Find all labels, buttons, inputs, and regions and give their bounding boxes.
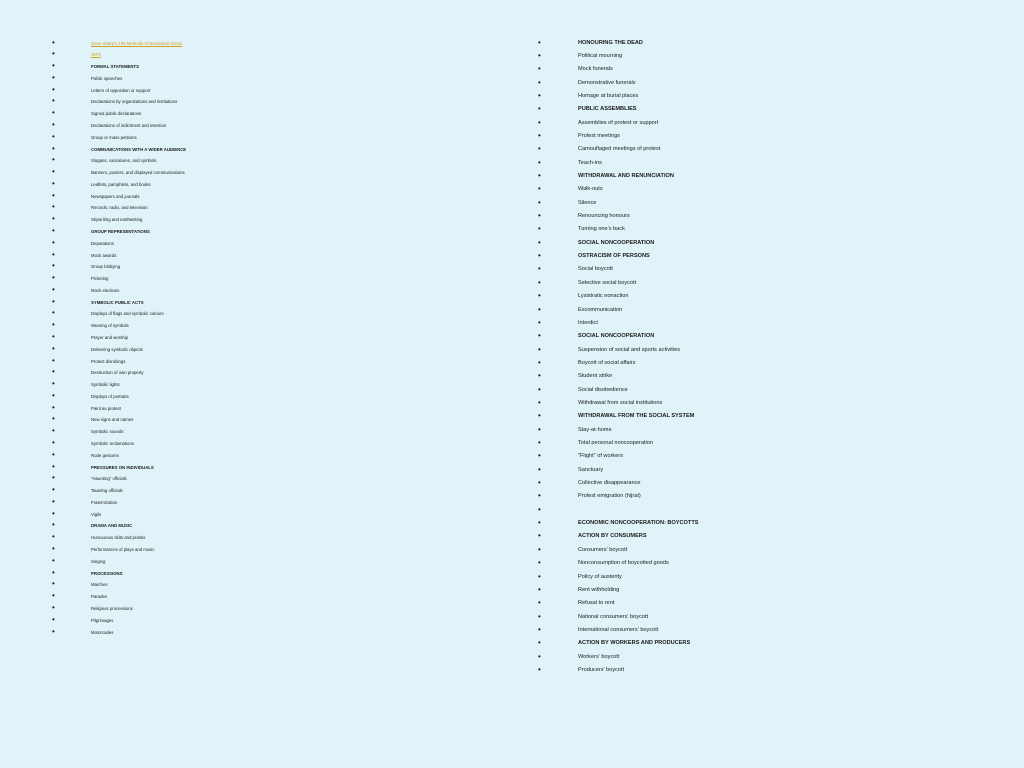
bullet-icon: • [538,504,541,514]
bullet-icon: • [52,143,55,153]
bullet-icon: • [52,332,55,341]
list-item-text: Protest disrobings [91,358,126,364]
list-item-text: Assemblies of protest or support [578,119,659,126]
bullet-icon: • [52,414,55,424]
list-item-text: Workers' boycott [578,653,620,660]
bullet-icon: • [52,84,55,94]
bullet-icon: • [538,491,541,501]
list-item-text: Policy of austerity [578,573,622,580]
bullet-icon: • [538,611,541,621]
list-item-text: Social disobedience [578,386,628,393]
bullet-icon: • [538,117,541,127]
bullet-icon: • [538,317,541,327]
list-item-text: Mock funerals [578,66,613,73]
list-item-text: Wearing of symbols [91,323,129,329]
bullet-icon: • [52,579,55,589]
list-item-text: "Haunting" officials [91,476,127,482]
list-item-text: Destruction of own property [91,370,144,376]
bullet-icon: • [52,508,55,518]
bullet-icon: • [538,237,541,247]
bullet-icon: • [52,461,55,471]
list-item-text: Mock awards [91,252,117,258]
list-item-text: PRESSURES ON INDIVIDUALS [91,464,154,470]
list-item-text: Consumers' boycott [578,546,628,553]
list-item-text: Marches [91,582,108,588]
list-item-text: Interdict [578,319,598,326]
list-item-text: Displays of portraits [91,393,129,399]
list-item-text: Silence [578,199,597,206]
bullet-icon: • [538,331,541,341]
bullet-icon: • [52,426,55,436]
list-item-text: Walk-outs [578,186,603,193]
bullet-icon: • [538,438,541,447]
bullet-icon: • [538,624,541,634]
bullet-icon: • [52,555,55,565]
bullet-icon: • [538,531,541,541]
bullet-icon: • [538,411,541,421]
list-item-text: Political mourning [578,52,623,59]
bullet-icon: • [538,598,541,608]
bullet-icon: • [52,520,55,530]
list-item-text: Protest emigration (hijrat) [578,493,641,500]
list-item-text: OSTRACISM OF PERSONS [578,253,650,260]
list-item-text: Symbolic sounds [91,429,124,435]
bullet-icon: • [52,178,55,188]
list-item-text: Demonstrative funerals [578,79,636,86]
bullet-icon: • [52,532,55,542]
list-item-text: Protest meetings [578,132,620,139]
list-item-text: Turning one's back [578,226,625,233]
list-item-text: Public speeches [91,75,123,81]
list-item-text: ACTION BY WORKERS AND PRODUCERS [578,640,691,647]
list-item-text: PROCESSIONS [91,570,123,576]
list-item-text: Performances of plays and music [91,547,155,553]
list-item-text: Student strike [578,373,613,380]
bullet-icon: • [52,296,55,306]
list-item-text: Picketing [91,276,109,282]
bullet-icon: • [538,90,541,100]
bullet-icon: • [52,320,55,330]
bullet-icon: • [52,202,55,212]
list-item-text: Excommunication [578,306,623,313]
list-item-text: Vigils [91,511,102,517]
list-item-text: Fraternization [91,499,118,505]
list-item-text: Boycott of social affairs [578,359,636,366]
list-item-text: Nonconsumption of boycotted goods [578,560,669,567]
bullet-icon: • [52,379,55,389]
bullet-icon: • [52,390,55,400]
bullet-icon: • [52,544,55,554]
list-item-text: SOCIAL NONCOOPERATION [578,239,655,246]
list-item-text: Collective disappearance [578,480,641,487]
bullet-icon: • [52,614,55,624]
list-item-text: Group lobbying [91,264,121,270]
list-item-text: PUBLIC ASSEMBLIES [578,106,637,113]
bullet-icon: • [538,464,541,474]
list-item-text: Parades [91,594,108,600]
list-item-text: HONOURING THE DEAD [578,39,643,46]
bullet-icon: • [52,61,55,71]
bullet-icon: • [52,473,55,483]
bullet-icon: • [538,77,541,87]
list-item-text: Letters of opposition or support [91,87,151,93]
list-item-text: Withdrawal from social institutions [578,399,663,406]
list-item-text: GROUP REPRESENTATIONS [91,228,150,234]
bullet-icon: • [52,167,55,177]
list-item-text: ECONOMIC NONCOOPERATION: BOYCOTTS [578,520,699,527]
bullet-icon: • [52,225,55,235]
list-item-text: Homage at burial places [578,92,639,99]
list-item-text[interactable]: 1973 [91,52,101,58]
bullet-icon: • [538,130,541,140]
list-item-text: Paint as protest [91,405,121,411]
bullet-icon: • [538,277,541,287]
bullet-icon: • [538,50,541,60]
bullet-icon: • [52,131,55,141]
list-item-text: Refusal to rent [578,600,615,607]
bullet-icon: • [52,96,55,106]
bullet-icon: • [52,237,55,247]
bullet-icon: • [52,72,55,82]
bullet-icon: • [538,384,541,394]
bullet-icon: • [52,567,55,577]
list-item-text: Symbolic reclamations [91,441,134,447]
bullet-icon: • [52,108,55,118]
list-item-text: Humourous skits and pranks [91,535,146,541]
bullet-icon: • [52,496,55,506]
bullet-icon: • [538,64,541,74]
list-item-text: Deputations [91,240,114,246]
bullet-icon: • [538,264,541,274]
list-item-text: Skywriting and earthwriting [91,217,143,223]
bullet-icon: • [52,284,55,294]
list-item-text: SYMBOLIC PUBLIC ACTS [91,299,144,305]
list-item-text: Camouflaged meetings of protest [578,146,661,153]
bullet-icon: • [52,449,55,459]
list-item-text: Rude gestures [91,452,119,458]
bullet-icon: • [52,438,55,448]
list-item-text: Banners, posters, and displayed communications [91,170,185,176]
bullet-icon: • [52,273,55,283]
list-item-text: Lysistratic nonaction [578,293,629,300]
list-item-text: Group or mass petitions [91,134,137,140]
list-item-text: Displays of flags and symbolic colours [91,311,164,317]
list-item-text: Declarations by organizations and institutions [91,99,178,105]
list-item-text: WITHDRAWAL AND RENUNCIATION [578,173,674,179]
list-item-text: Rent withholding [578,586,620,593]
list-item-text: Renouncing honours [578,213,630,220]
bullet-icon: • [538,291,541,301]
list-item-text: National consumers' boycott [578,613,649,620]
bullet-icon: • [52,367,55,377]
bullet-icon: • [538,584,541,594]
bullet-icon: • [538,184,541,194]
bullet-icon: • [538,544,541,554]
bullet-icon: • [538,518,541,528]
list-item-text: Social boycott [578,266,613,273]
bullet-icon: • [538,251,541,261]
bullet-icon: • [52,261,55,271]
bullet-icon: • [52,591,55,601]
bullet-icon: • [52,308,55,318]
bullet-icon: • [538,104,541,114]
bullet-icon: • [52,49,55,59]
list-item-text: Singing [91,558,106,564]
bullet-icon: • [538,571,541,581]
list-item-text: Suspension of social and sports activities [578,346,680,353]
list-item-text: Religious processions [91,605,133,611]
bullet-icon: • [52,485,55,495]
bullet-icon: • [538,478,541,488]
list-item-text: Prayer and worship [91,335,129,340]
bullet-icon: • [538,651,541,661]
bullet-icon: • [538,211,541,221]
list-item-text: Sanctuary [578,466,604,473]
list-item-text: FORMAL STATEMENTS [91,64,139,70]
bullet-icon: • [52,402,55,412]
bullet-icon: • [52,119,55,129]
list-item-text: Selective social boycott [578,279,637,286]
list-item-text: New signs and names [91,417,134,423]
list-item-text: SOCIAL NONCOOPERATION [578,333,655,340]
bullet-icon: • [52,249,55,259]
bullet-icon: • [538,144,541,154]
bullet-icon: • [538,304,541,314]
bullet-icon: • [538,424,541,434]
bullet-icon: • [52,155,55,165]
list-item-text: Declarations of indictment and intention [91,122,167,128]
list-item-text: "Flight" of workers [578,453,624,460]
list-item-text: Stay-at-home [578,426,612,433]
bullet-icon: • [538,397,541,407]
list-item-text: Newspapers and journals [91,193,140,199]
bullet-icon: • [538,197,541,207]
list-item-text: Producers' boycott [578,666,625,673]
list-item-text: Symbolic lights [91,382,120,388]
bullet-icon: • [538,37,541,47]
bullet-icon: • [538,371,541,381]
list-item-text: Leaflets, pamphlets, and books [91,181,151,187]
bullet-icon: • [538,224,541,234]
bullet-icon: • [52,190,55,200]
list-item-text: Delivering symbolic objects [91,346,143,352]
bullet-icon: • [538,558,541,568]
bullet-icon: • [52,626,55,636]
list-item-text: International consumers' boycott [578,626,659,633]
list-item-text: Taunting officials [91,488,123,494]
list-item-text: Mock elections [91,287,120,293]
bullet-icon: • [538,638,541,648]
bullet-icon: • [538,344,541,354]
list-item-text[interactable]: Gene Sharp's 198 Methods of Nonviolent Action [91,40,183,46]
list-item-text: Motorcades [91,629,114,635]
bullet-icon: • [538,664,541,674]
bullet-icon: • [52,214,55,224]
bullet-icon: • [538,171,541,180]
bullet-icon: • [538,451,541,461]
list-item-text: COMMUNICATIONS WITH A WIDER AUDIENCE [91,146,187,152]
list-item-text: ACTION BY CONSUMERS [578,533,647,540]
bullet-icon: • [52,355,55,365]
list-item-text: Slogans, caricatures, and symbols [91,158,157,164]
list-item-text: Teach-ins [578,159,602,166]
bullet-icon: • [52,37,55,47]
list-item-text: Total personal noncooperation [578,440,653,446]
list-item-text: WITHDRAWAL FROM THE SOCIAL SYSTEM [578,413,695,420]
list-item-text: Pilgrimages [91,617,114,623]
list-item-text: DRAMA AND MUSIC [91,523,133,529]
bullet-icon: • [52,343,55,353]
bullet-icon: • [538,157,541,167]
bullet-icon: • [538,357,541,367]
list-item-text: Records, radio, and television [91,205,148,211]
list-item-text: Signed public declarations [91,111,142,117]
bullet-icon: • [52,602,55,612]
